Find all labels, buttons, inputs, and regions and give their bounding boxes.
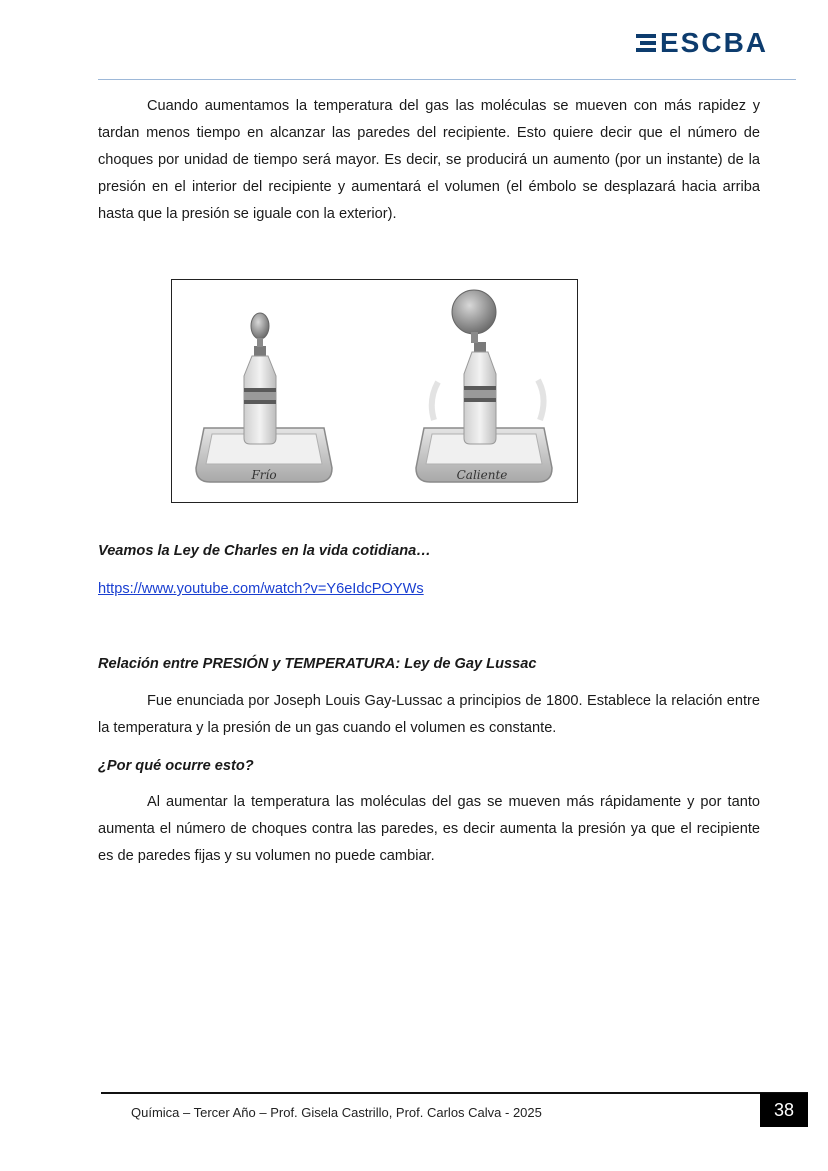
video-heading: Veamos la Ley de Charles en la vida cotidiana… — [98, 543, 431, 559]
small-balloon — [251, 313, 269, 339]
bottle-balloon-illustration — [172, 280, 577, 502]
footer-text: Química – Tercer Año – Prof. Gisela Castrillo, Prof. Carlos Calva - 2025 — [131, 1105, 542, 1120]
header-divider — [98, 79, 796, 80]
cold-label: Frío — [251, 468, 277, 482]
paragraph-gay-lussac-intro: Fue enunciada por Joseph Louis Gay-Lussac a principios de 1800. Establece la relación entre la temperatura y la presión de un gas cuando el volumen es constante. — [98, 693, 760, 736]
footer-divider — [101, 1092, 808, 1094]
large-balloon — [452, 290, 496, 334]
cold-bottle — [244, 346, 276, 444]
question-heading: ¿Por qué ocurre esto? — [98, 758, 254, 774]
logo-text: ESCBA — [660, 27, 769, 58]
youtube-link[interactable]: https://www.youtube.com/watch?v=Y6eIdcPOYWs — [98, 581, 424, 597]
bottle-balloon-figure — [171, 279, 578, 503]
section-heading-gay-lussac: Relación entre PRESIÓN y TEMPERATURA: Ley de Gay Lussac — [98, 656, 537, 672]
hot-label: Caliente — [456, 468, 508, 482]
paragraph-gay-lussac-explanation: Al aumentar la temperatura las moléculas del gas se mueven más rápidamente y por tanto aumenta el número de choques contra las paredes, es decir aumenta la presión ya que el recipiente es de paredes fijas y su volumen no puede cambiar. — [98, 794, 760, 864]
page-number: 38 — [760, 1093, 808, 1127]
hot-bottle — [464, 342, 496, 444]
paragraph-charles-explanation: Cuando aumentamos la temperatura del gas las moléculas se mueven con más rapidez y tardan menos tiempo en alcanzar las paredes del recipiente. Esto quiere decir que el número de choques por unidad de tiempo será mayor. Es decir, se producirá un aumento (por un instante) de la presión en el interior del recipiente y aumentará el volumen (el émbolo se desplazará hacia arriba hasta que la presión se iguale con la exterior). — [98, 98, 760, 222]
